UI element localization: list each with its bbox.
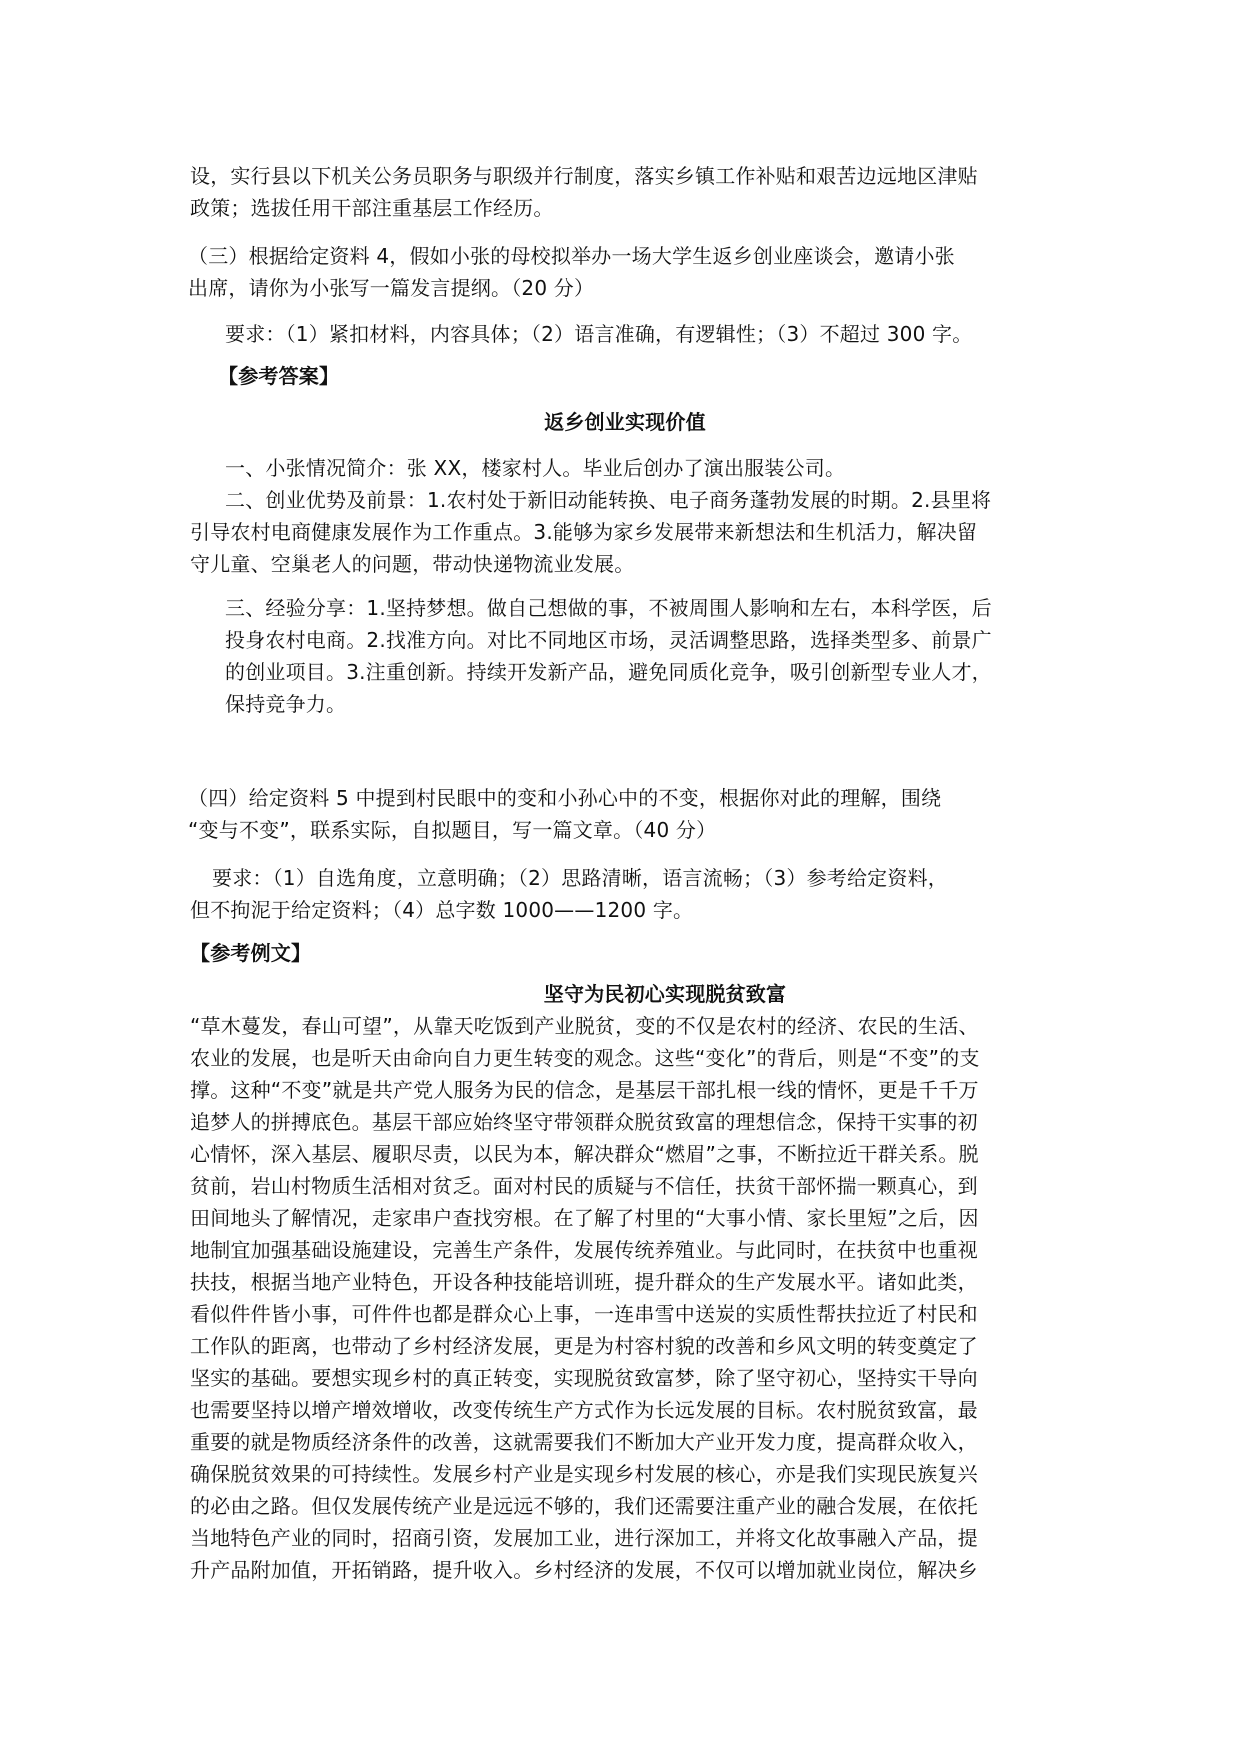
essay-line: 当地特色产业的同时，招商引资，发展加工业，进行深加工，并将文化故事融入产品，提 xyxy=(190,1526,978,1550)
q4-question-line: “变与不变”，联系实际，自拟题目，写一篇文章。（40 分） xyxy=(188,818,717,842)
essay-line: 看似件件皆小事，可件件也都是群众心上事，一连串雪中送炭的实质性帮扶拉近了村民和 xyxy=(190,1302,978,1326)
essay-line: 农业的发展，也是听天由命向自力更生转变的观念。这些“变化”的背后，则是“不变”的支 xyxy=(190,1046,980,1070)
essay-line: 撑。这种“不变”就是共产党人服务为民的信念，是基层干部扎根一线的情怀，更是千千万 xyxy=(190,1078,979,1102)
q4-question-line: （四）给定资料 5 中提到村民眼中的变和小孙心中的不变，根据你对此的理解，围绕 xyxy=(188,786,942,810)
q4-requirement-line: 但不拘泥于给定资料；（4）总字数 1000——1200 字。 xyxy=(190,898,694,922)
q3-point-2-line: 守儿童、空巢老人的问题，带动快递物流业发展。 xyxy=(190,552,635,576)
intro-paragraph xyxy=(190,160,1060,224)
q3-answer-title: 返乡创业实现价值 xyxy=(544,410,706,434)
essay-line: 地制宜加强基础设施建设，完善生产条件，发展传统养殖业。与此同时，在扶贫中也重视 xyxy=(190,1238,978,1262)
q3-point-1: 一、小张情况简介：张 XX，楼家村人。毕业后创办了演出服装公司。 xyxy=(225,456,846,480)
intro-line: 设，实行县以下机关公务员职务与职级并行制度，落实乡镇工作补贴和艰苦边远地区津贴 xyxy=(190,164,978,188)
essay-line: 心情怀，深入基层、履职尽责，以民为本，解决群众“燃眉”之事，不断拉近干群关系。脱 xyxy=(190,1142,979,1166)
q3-requirement: 要求：（1）紧扣材料，内容具体；（2）语言准确，有逻辑性；（3）不超过 300 字。 xyxy=(225,322,973,346)
q3-question xyxy=(188,240,1058,304)
essay-line: “草木蔓发，春山可望”，从靠天吃饭到产业脱贫，变的不仅是农村的经济、农民的生活、 xyxy=(190,1014,979,1038)
q3-point-3-line: 三、经验分享：1.坚持梦想。做自己想做的事，不被周围人影响和左右，本科学医，后 xyxy=(225,596,992,620)
q3-point-3-line: 投身农村电商。2.找准方向。对比不同地区市场，灵活调整思路，选择类型多、前景广 xyxy=(225,628,992,652)
essay-line: 贫前，岩山村物质生活相对贫乏。面对村民的质疑与不信任，扶贫干部怀揣一颗真心，到 xyxy=(190,1174,978,1198)
q4-requirement xyxy=(190,862,1060,926)
essay-line: 坚实的基础。要想实现乡村的真正转变，实现脱贫致富梦，除了坚守初心，坚持实干导向 xyxy=(190,1366,978,1390)
q3-point-3-line: 的创业项目。3.注重创新。持续开发新产品，避免同质化竞争，吸引创新型专业人才， xyxy=(225,660,992,684)
essay-line: 的必由之路。但仅发展传统产业是远远不够的，我们还需要注重产业的融合发展，在依托 xyxy=(190,1494,978,1518)
essay-line: 升产品附加值，开拓销路，提升收入。乡村经济的发展，不仅可以增加就业岗位，解决乡 xyxy=(190,1558,978,1582)
essay-line: 田间地头了解情况，走家串户查找穷根。在了解了村里的“大事小情、家长里短”之后，因 xyxy=(190,1206,979,1230)
essay-line: 重要的就是物质经济条件的改善，这就需要我们不断加大产业开发力度，提高群众收入， xyxy=(190,1430,978,1454)
q3-point-3 xyxy=(225,592,1060,720)
q3-point-3-line: 保持竞争力。 xyxy=(225,692,347,716)
intro-line: 政策；选拔任用干部注重基层工作经历。 xyxy=(190,196,554,220)
q3-point-2-line: 二、创业优势及前景：1.农村处于新旧动能转换、电子商务蓬勃发展的时期。2.县里将 xyxy=(225,488,992,512)
essay-line: 扶技，根据当地产业特色，开设各种技能培训班，提升群众的生产发展水平。诸如此类， xyxy=(190,1270,978,1294)
q4-question xyxy=(188,782,1058,846)
q3-question-line: （三）根据给定资料 4，假如小张的母校拟举办一场大学生返乡创业座谈会，邀请小张 xyxy=(188,244,955,268)
essay-line: 也需要坚持以增产增效增收，改变传统生产方式作为长远发展的目标。农村脱贫致富，最 xyxy=(190,1398,978,1422)
q3-point-2 xyxy=(190,484,1060,580)
q4-essay-title: 坚守为民初心实现脱贫致富 xyxy=(543,982,787,1006)
essay-line: 确保脱贫效果的可持续性。发展乡村产业是实现乡村发展的核心，亦是我们实现民族复兴 xyxy=(190,1462,978,1486)
q4-requirement-line: 要求：（1）自选角度，立意明确；（2）思路清晰，语言流畅；（3）参考给定资料， xyxy=(212,866,948,890)
q4-essay-label: 【参考例文】 xyxy=(190,941,312,965)
q4-essay-body xyxy=(190,1010,1060,1586)
q3-question-line: 出席，请你为小张写一篇发言提纲。（20 分） xyxy=(188,276,595,300)
q3-answer-label: 【参考答案】 xyxy=(218,364,340,388)
essay-line: 工作队的距离，也带动了乡村经济发展，更是为村容村貌的改善和乡风文明的转变奠定了 xyxy=(190,1334,978,1358)
q3-point-2-line: 引导农村电商健康发展作为工作重点。3.能够为家乡发展带来新想法和生机活力，解决留 xyxy=(190,520,978,544)
essay-line: 追梦人的拼搏底色。基层干部应始终坚守带领群众脱贫致富的理想信念，保持干实事的初 xyxy=(190,1110,978,1134)
